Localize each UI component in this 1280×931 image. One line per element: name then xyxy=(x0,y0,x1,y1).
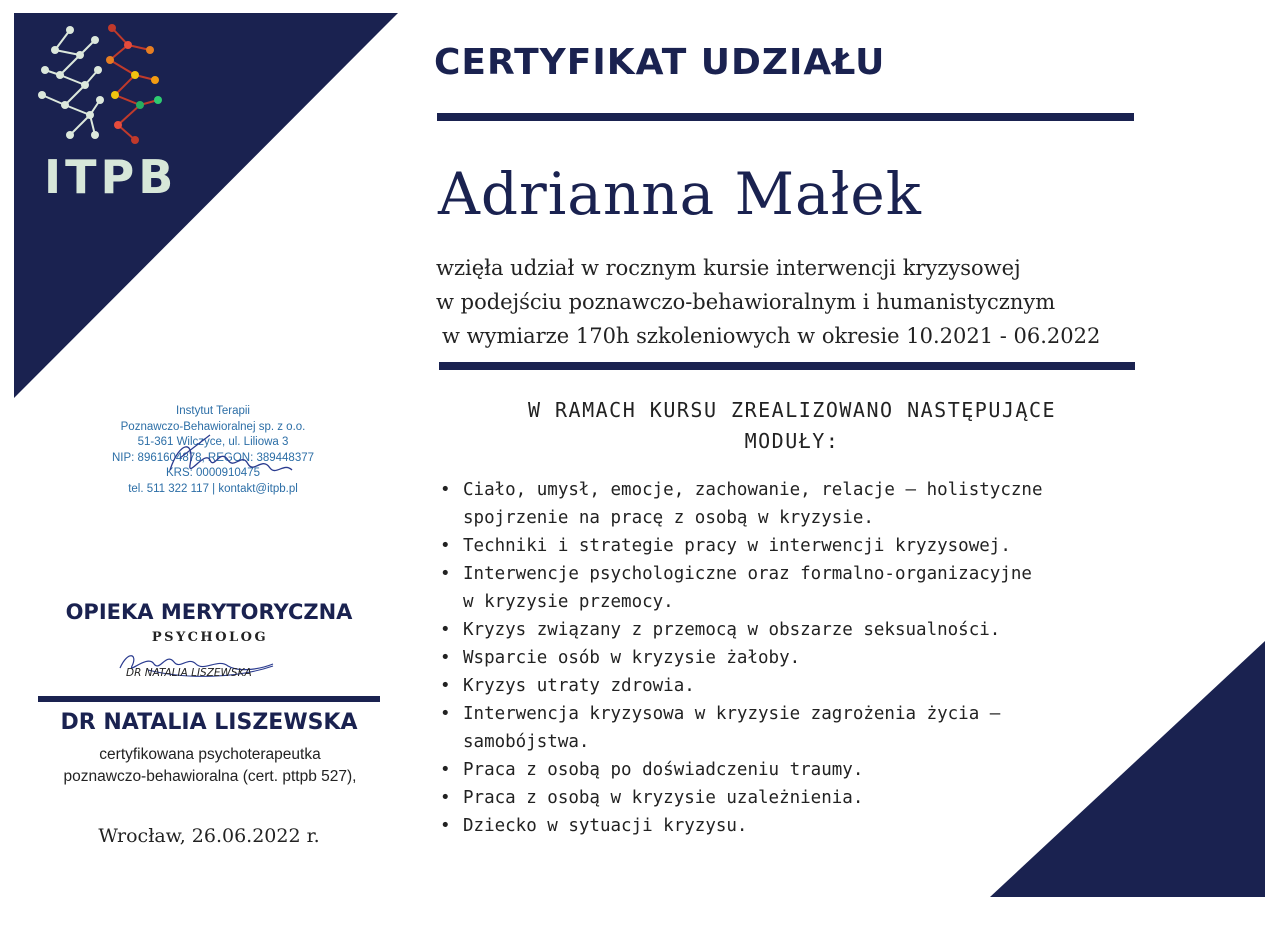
stamp-line: NIP: 8961604878, REGON: 389448377 xyxy=(111,451,315,464)
doctor-name: DR NATALIA LISZEWSKA xyxy=(60,710,358,735)
modules-heading xyxy=(436,395,1148,457)
module-item: • Wsparcie osób w kryzysie żałoby. xyxy=(440,644,1140,672)
doctor-credentials-line: certyfikowana psychoterapeutka xyxy=(99,746,321,763)
module-item: • Ciało, umysł, emocje, zachowanie, relacje – holistyczne spojrzenie na pracę z osobą w kryzysie. xyxy=(440,476,1140,532)
stamp-line: tel. 511 322 117 | kontakt@itpb.pl xyxy=(128,482,298,495)
recipient-name: Adrianna Małek xyxy=(438,160,922,228)
description-line: wzięła udział w rocznym kursie interwencji kryzysowej xyxy=(436,256,1021,280)
module-item: • Techniki i strategie pracy w interwencji kryzysowej. xyxy=(440,532,1140,560)
certificate-description xyxy=(436,251,1100,353)
module-item: • Dziecko w sytuacji kryzysu. xyxy=(440,812,1140,840)
place-and-date: Wrocław, 26.06.2022 r. xyxy=(98,825,320,847)
psychologist-stamp-name: DR NATALIA LISZEWSKA xyxy=(126,667,252,679)
module-item: • Kryzys związany z przemocą w obszarze seksualności. xyxy=(440,616,1140,644)
module-item: • Kryzys utraty zdrowia. xyxy=(440,672,1140,700)
module-item: • Interwencje psychologiczne oraz formalno-organizacyjne w kryzysie przemocy. xyxy=(440,560,1140,616)
logo-text: ITPB xyxy=(44,150,178,204)
stamp-line: 51-361 Wilczyce, ul. Liliowa 3 xyxy=(137,436,289,448)
certificate-title: CERTYFIKAT UDZIAŁU xyxy=(434,42,886,83)
modules-heading-line: W RAMACH KURSU ZREALIZOWANO NASTĘPUJĄCE xyxy=(527,398,1057,422)
description-line: w podejściu poznawczo-behawioralnym i humanistycznym xyxy=(436,290,1056,314)
title-divider xyxy=(437,113,1134,121)
doctor-credentials-line: poznawczo-behawioralna (cert. pttpb 527), xyxy=(63,768,357,785)
module-item: • Praca z osobą w kryzysie uzależnienia. xyxy=(440,784,1140,812)
supervision-divider xyxy=(38,696,380,702)
supervision-heading: OPIEKA MERYTORYCZNA xyxy=(65,600,353,624)
modules-heading-line: MODUŁY: xyxy=(744,429,840,453)
psychologist-stamp-title: PSYCHOLOG xyxy=(151,630,269,645)
modules-list xyxy=(440,476,1140,840)
stamp-line: Instytut Terapii xyxy=(176,405,250,417)
stamp-line: Poznawczo-Behawioralnej sp. z o.o. xyxy=(120,420,306,433)
description-line: w wymiarze 170h szkoleniowych w okresie 10.2021 - 06.2022 xyxy=(442,324,1101,348)
doctor-credentials xyxy=(30,744,390,788)
stamp-signature-icon xyxy=(150,430,310,490)
stamp-line: KRS: 0000910475 xyxy=(166,467,260,479)
module-item: • Praca z osobą po doświadczeniu traumy. xyxy=(440,756,1140,784)
description-divider xyxy=(439,362,1135,370)
module-item: • Interwencja kryzysowa w kryzysie zagrożenia życia – samobójstwa. xyxy=(440,700,1140,756)
